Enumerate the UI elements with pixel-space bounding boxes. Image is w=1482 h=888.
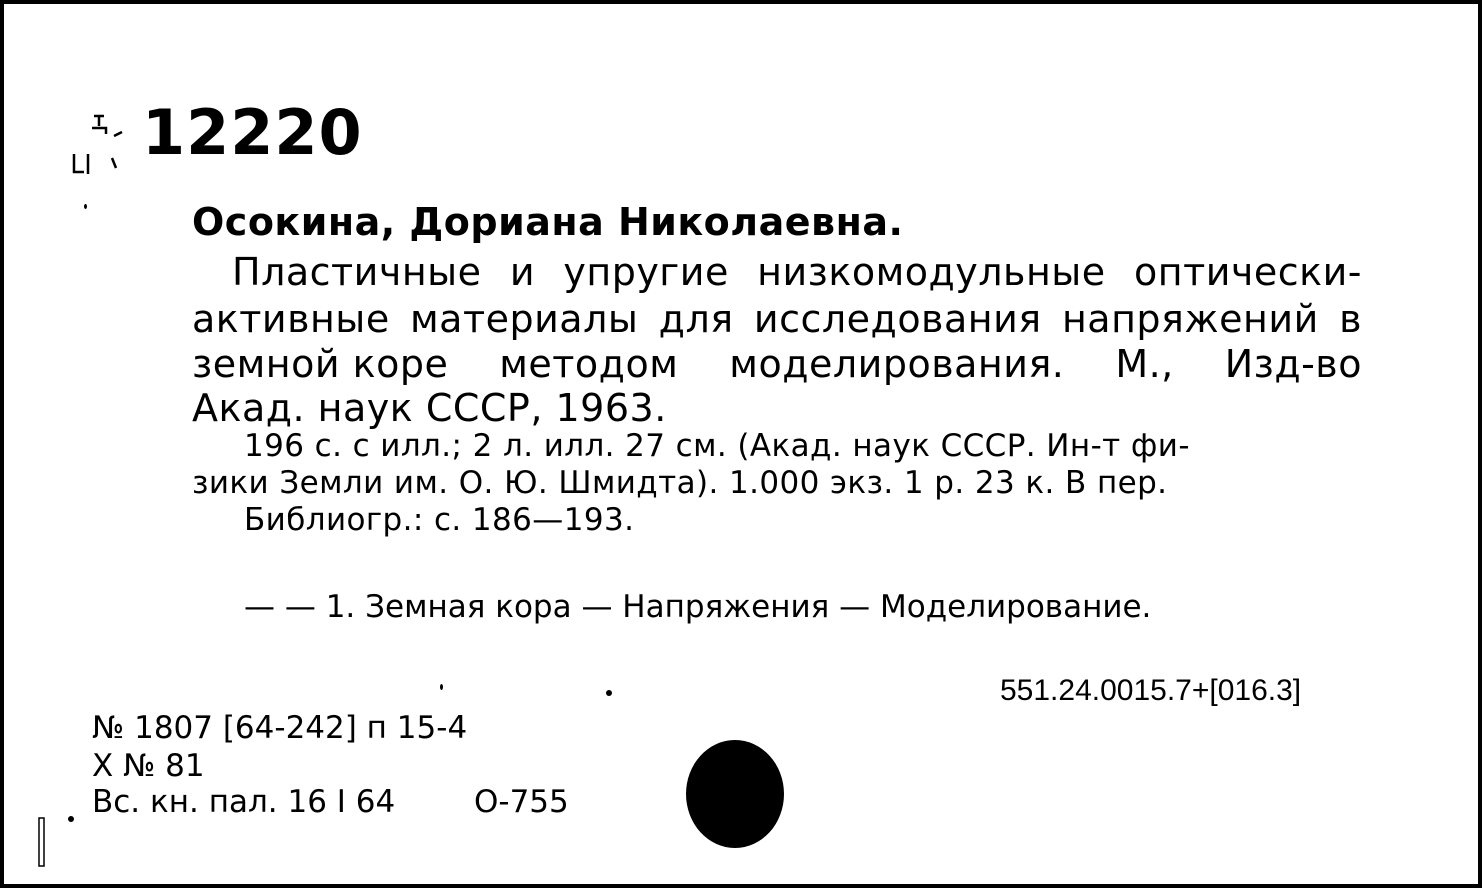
title-word: Пластичные (232, 250, 482, 294)
chamber-date: Вс. кн. пал. 16 I 64 (92, 784, 396, 820)
stamp-mark (66, 114, 126, 180)
bibliography-note: Библиогр.: с. 186—193. (244, 502, 635, 538)
title-word: Акад. наук СССР, 1963. (192, 386, 667, 430)
card-code: О-755 (474, 784, 569, 820)
title-word: упругие (563, 250, 729, 294)
registry-number: Х № 81 (92, 748, 205, 784)
speck (440, 684, 443, 690)
speck (606, 690, 612, 696)
subject-headings: — — 1. Земная кора — Напряжения — Моделирование. (244, 589, 1152, 625)
title-word: напряжений (1061, 297, 1319, 341)
speck (68, 816, 74, 822)
title-line-4 (192, 386, 667, 430)
order-number: № 1807 [64-242] п 15-4 (92, 710, 468, 746)
edge-mark (38, 816, 46, 868)
title-word: и (509, 250, 536, 294)
title-word: моделирования. (729, 342, 1065, 386)
card-number: 12220 (142, 96, 363, 169)
udc-code: 551.24.0015.7+[016.3] (1000, 674, 1302, 707)
title-line-3 (192, 342, 1362, 386)
punch-hole (686, 740, 784, 848)
title-word: активные (192, 297, 390, 341)
title-word: в (1339, 297, 1362, 341)
title-word: методом (499, 342, 679, 386)
title-word: низкомодульные (757, 250, 1106, 294)
title-word: для (658, 297, 734, 341)
speck (84, 204, 87, 209)
title-word: земной коре (192, 342, 449, 386)
catalog-card (4, 4, 1478, 884)
title-line-1 (232, 250, 1362, 294)
title-line-2 (192, 297, 1362, 341)
title-word: М., (1115, 342, 1174, 386)
title-word: исследования (753, 297, 1042, 341)
physical-description-1: 196 с. с илл.; 2 л. илл. 27 см. (Акад. наук СССР. Ин-т фи- (244, 428, 1190, 464)
physical-description-2: зики Земли им. О. Ю. Шмидта). 1.000 экз. 1 р. 23 к. В пер. (192, 465, 1168, 501)
title-word: оптически- (1133, 250, 1362, 294)
author-name: Осокина, Дориана Николаевна. (192, 200, 904, 244)
title-word: Изд-во (1224, 342, 1362, 386)
title-word: материалы (410, 297, 639, 341)
